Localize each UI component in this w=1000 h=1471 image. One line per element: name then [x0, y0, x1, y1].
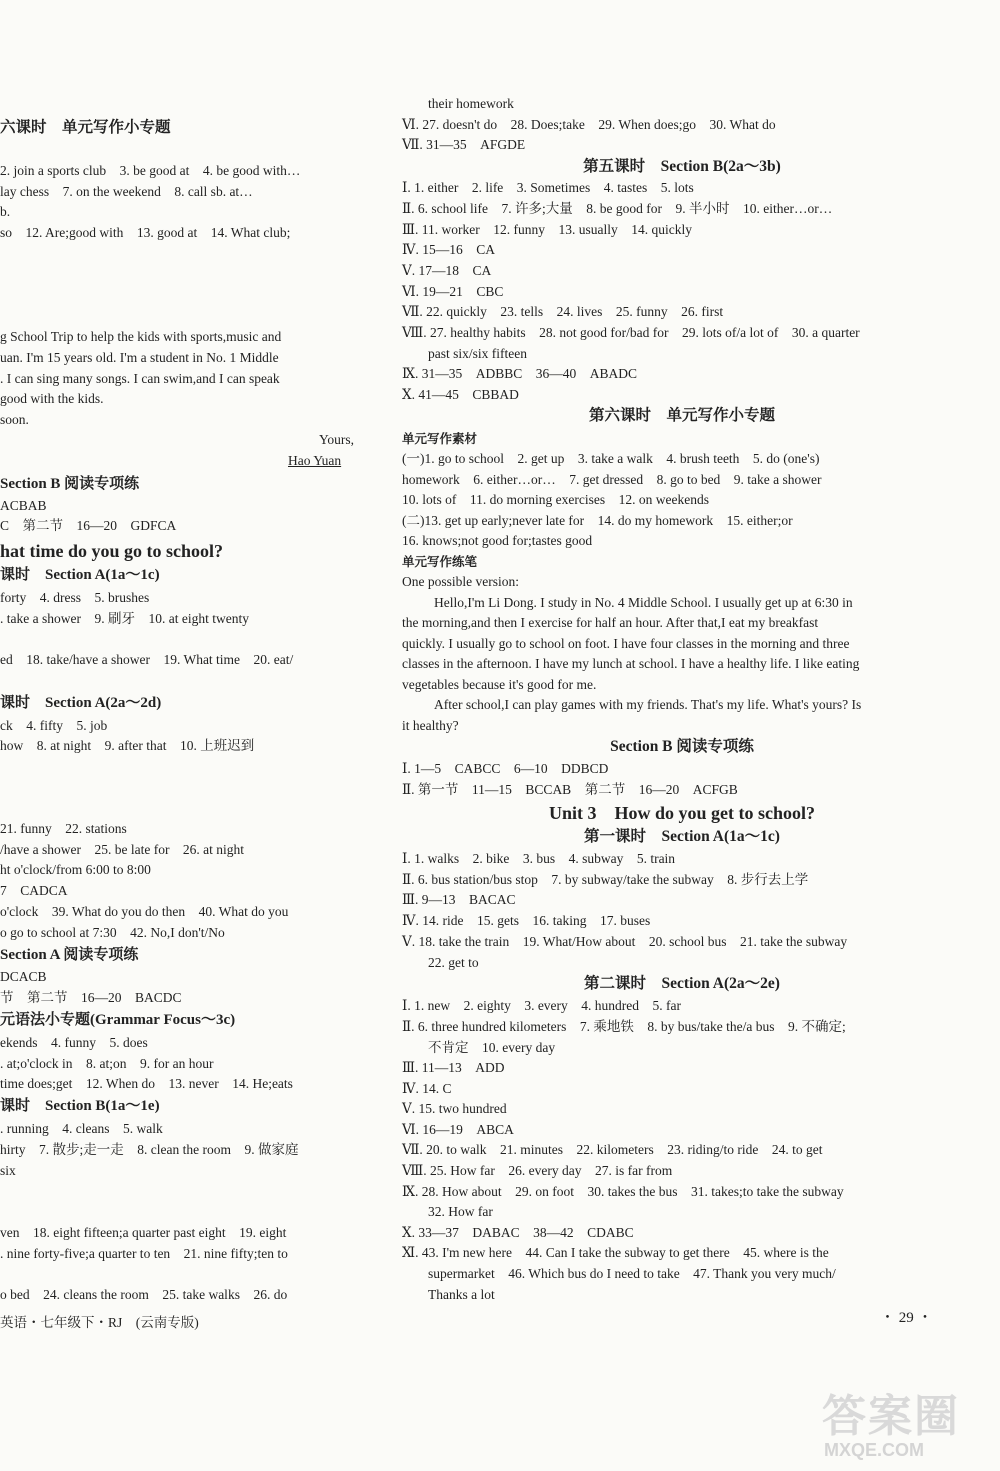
right-line: Ⅰ. 1. walks 2. bike 3. bus 4. subway 5. train: [402, 851, 676, 866]
left-line: g School Trip to help the kids with sports,music and: [0, 329, 282, 344]
left-line: ACBAB: [0, 498, 47, 513]
left-line: 课时 Section A(2a～2d): [0, 695, 162, 711]
right-line: 单元写作素材: [402, 432, 478, 446]
right-line: Section B 阅读专项练: [610, 738, 754, 755]
right-line: Ⅰ. 1—5 CABCC 6—10 DDBCD: [402, 761, 609, 776]
right-line: Ⅲ. 9—13 BACAC: [402, 892, 516, 907]
left-line: good with the kids.: [0, 391, 104, 406]
watermark: [822, 1380, 992, 1460]
left-line: ed 18. take/have a shower 19. What time 20. eat/: [0, 652, 294, 667]
right-line: Ⅶ. 20. to walk 21. minutes 22. kilometers 23. riding/to ride 24. to get: [402, 1142, 823, 1157]
right-line: Ⅱ. 6. bus station/bus stop 7. by subway/take the subway 8. 步行去上学: [402, 872, 809, 887]
right-line: Ⅰ. 1. new 2. eighty 3. every 4. hundred 5. far: [402, 998, 682, 1013]
page-number: ・ 29 ・: [880, 1310, 933, 1326]
left-line: 2. join a sports club 3. be good at 4. be good with…: [0, 163, 301, 178]
left-line: six: [0, 1163, 16, 1178]
left-line: time does;get 12. When do 13. never 14. He;eats: [0, 1076, 293, 1091]
right-line: Ⅱ. 第一节 11—15 BCCAB 第二节 16—20 ACFGB: [402, 782, 738, 797]
right-line: quickly. I usually go to school on foot. I have four classes in the morning and three: [402, 636, 850, 651]
right-line: the morning,and then I exercise for half an hour. After that,I eat my breakfast: [402, 615, 819, 630]
right-line: 22. get to: [428, 955, 479, 970]
right-line: 不肯定 10. every day: [428, 1040, 556, 1055]
left-line: Section A 阅读专项练: [0, 947, 139, 963]
right-line: Ⅳ. 14. C: [402, 1081, 452, 1096]
left-line: o go to school at 7:30 42. No,I don't/No: [0, 925, 225, 940]
left-line: Section B 阅读专项练: [0, 476, 140, 492]
watermark-logo: 答案圈: [822, 1392, 960, 1441]
right-line: Unit 3 How do you get to school?: [548, 803, 815, 823]
right-line: Ⅳ. 14. ride 15. gets 16. taking 17. buses: [402, 913, 651, 928]
right-line: 10. lots of 11. do morning exercises 12. on weekends: [402, 492, 709, 507]
right-line: Ⅹ. 41—45 CBBAD: [402, 387, 519, 402]
right-line: vegetables because it's good for me.: [402, 677, 597, 692]
left-line: . at;o'clock in 8. at;on 9. for an hour: [0, 1056, 214, 1071]
right-line: classes in the afternoon. I have my lunch at school. I have a healthy life. I like eating: [402, 656, 860, 671]
left-line: . take a shower 9. 刷牙 10. at eight twenty: [0, 611, 249, 626]
right-line: One possible version:: [402, 574, 519, 589]
left-line: 元语法小专题(Grammar Focus～3c): [0, 1012, 236, 1028]
right-line: Ⅶ. 22. quickly 23. tells 24. lives 25. funny 26. first: [402, 304, 724, 319]
right-line: past six/six fifteen: [428, 346, 527, 361]
right-line: it healthy?: [402, 718, 459, 733]
right-line: homework 6. either…or… 7. get dressed 8. go to bed 9. take a shower: [402, 472, 822, 487]
left-line: 课时 Section B(1a～1e): [0, 1098, 160, 1114]
right-line: Ⅲ. 11—13 ADD: [402, 1060, 505, 1075]
left-line: 21. funny 22. stations: [0, 821, 127, 836]
right-line: (一)1. go to school 2. get up 3. take a walk 4. brush teeth 5. do (one's): [402, 451, 820, 466]
right-line: Hello,I'm Li Dong. I study in No. 4 Middle School. I usually get up at 6:30 in: [434, 595, 853, 610]
right-line: 第六课时 单元写作小专题: [588, 407, 775, 424]
right-line: Ⅺ. 43. I'm new here 44. Can I take the subway to get there 45. where is the: [402, 1245, 829, 1260]
left-line: forty 4. dress 5. brushes: [0, 590, 150, 605]
right-line: Ⅶ. 31—35 AFGDE: [402, 137, 526, 152]
right-line: Ⅳ. 15—16 CA: [402, 242, 495, 257]
left-line: o'clock 39. What do you do then 40. What do you: [0, 904, 289, 919]
left-line: hirty 7. 散步;走一走 8. clean the room 9. 做家庭: [0, 1142, 299, 1157]
right-line: 32. How far: [428, 1204, 493, 1219]
right-line: (二)13. get up early;never late for 14. do my homework 15. either;or: [402, 513, 793, 528]
right-line: Ⅷ. 27. healthy habits 28. not good for/bad for 29. lots of/a lot of 30. a quarter: [402, 325, 860, 340]
right-line: Ⅵ. 27. doesn't do 28. Does;take 29. When does;go 30. What do: [402, 117, 776, 132]
right-line: supermarket 46. Which bus do I need to take 47. Thank you very much/: [428, 1266, 836, 1281]
left-line: ht o'clock/from 6:00 to 8:00: [0, 862, 151, 877]
left-line: lay chess 7. on the weekend 8. call sb. at…: [0, 184, 253, 199]
left-line: ck 4. fifty 5. job: [0, 718, 108, 733]
left-line: so 12. Are;good with 13. good at 14. What club;: [0, 225, 291, 240]
right-line: 第二课时 Section A(2a～2e): [584, 975, 780, 992]
right-line: Ⅵ. 19—21 CBC: [402, 284, 504, 299]
right-line: Ⅴ. 15. two hundred: [402, 1101, 507, 1116]
left-line: soon.: [0, 412, 29, 427]
right-line: Ⅹ. 33—37 DABAC 38—42 CDABC: [402, 1225, 634, 1240]
left-line: C 第二节 16—20 GDFCA: [0, 518, 177, 533]
right-line: Ⅱ. 6. school life 7. 许多;大量 8. be good for 9. 半小时 10. either…or…: [402, 201, 833, 216]
left-line: b.: [0, 204, 11, 219]
left-line: . running 4. cleans 5. walk: [0, 1121, 163, 1136]
right-line: Ⅲ. 11. worker 12. funny 13. usually 14. quickly: [402, 222, 692, 237]
right-line: 单元写作练笔: [402, 555, 478, 569]
right-line: Ⅴ. 18. take the train 19. What/How about 20. school bus 21. take the subway: [402, 934, 848, 949]
left-line: hat time do you go to school?: [0, 541, 224, 561]
left-line: /have a shower 25. be late for 26. at night: [0, 842, 245, 857]
right-line: Ⅱ. 6. three hundred kilometers 7. 乘地铁 8. by bus/take the/a bus 9. 不确定;: [402, 1019, 846, 1034]
left-line: 课时 Section A(1a～1c): [0, 567, 160, 583]
signature-name: Hao Yuan: [288, 453, 342, 468]
left-line: how 8. at night 9. after that 10. 上班迟到: [0, 738, 255, 753]
right-line: their homework: [428, 96, 514, 111]
left-line: DCACB: [0, 969, 47, 984]
left-line: . nine forty-five;a quarter to ten 21. nine fifty;ten to: [0, 1246, 288, 1261]
left-line: 六课时 单元写作小专题: [0, 119, 171, 136]
right-line: 第五课时 Section B(2a～3b): [583, 158, 781, 175]
left-line: ven 18. eight fifteen;a quarter past eight 19. eight: [0, 1225, 287, 1240]
right-line: Ⅸ. 28. How about 29. on foot 30. takes the bus 31. takes;to take the subway: [402, 1184, 844, 1199]
right-line: Ⅵ. 16—19 ABCA: [402, 1122, 514, 1137]
right-line: After school,I can play games with my friends. That's my life. What's yours? Is: [434, 697, 862, 712]
signature-yours: Yours,: [318, 432, 354, 447]
left-line: uan. I'm 15 years old. I'm a student in No. 1 Middle: [0, 350, 279, 365]
right-line: Ⅸ. 31—35 ADBBC 36—40 ABADC: [402, 366, 638, 381]
right-line: 第一课时 Section A(1a～1c): [584, 828, 780, 845]
watermark-url: MXQE.COM: [824, 1440, 925, 1460]
left-line: 7 CADCA: [0, 883, 68, 898]
right-line: Ⅷ. 25. How far 26. every day 27. is far from: [402, 1163, 673, 1178]
right-line: 16. knows;not good for;tastes good: [402, 533, 593, 548]
left-line: o bed 24. cleans the room 25. take walks 26. do: [0, 1287, 288, 1302]
right-line: Ⅰ. 1. either 2. life 3. Sometimes 4. tastes 5. lots: [402, 180, 694, 195]
left-line: . I can sing many songs. I can swim,and I can speak: [0, 371, 280, 386]
footer-book-info: 英语・七年级下・RJ (云南专版): [0, 1315, 199, 1330]
left-line: ekends 4. funny 5. does: [0, 1035, 148, 1050]
right-line: Ⅴ. 17—18 CA: [402, 263, 492, 278]
left-line: 节 第二节 16—20 BACDC: [0, 990, 182, 1005]
right-line: Thanks a lot: [428, 1287, 495, 1302]
